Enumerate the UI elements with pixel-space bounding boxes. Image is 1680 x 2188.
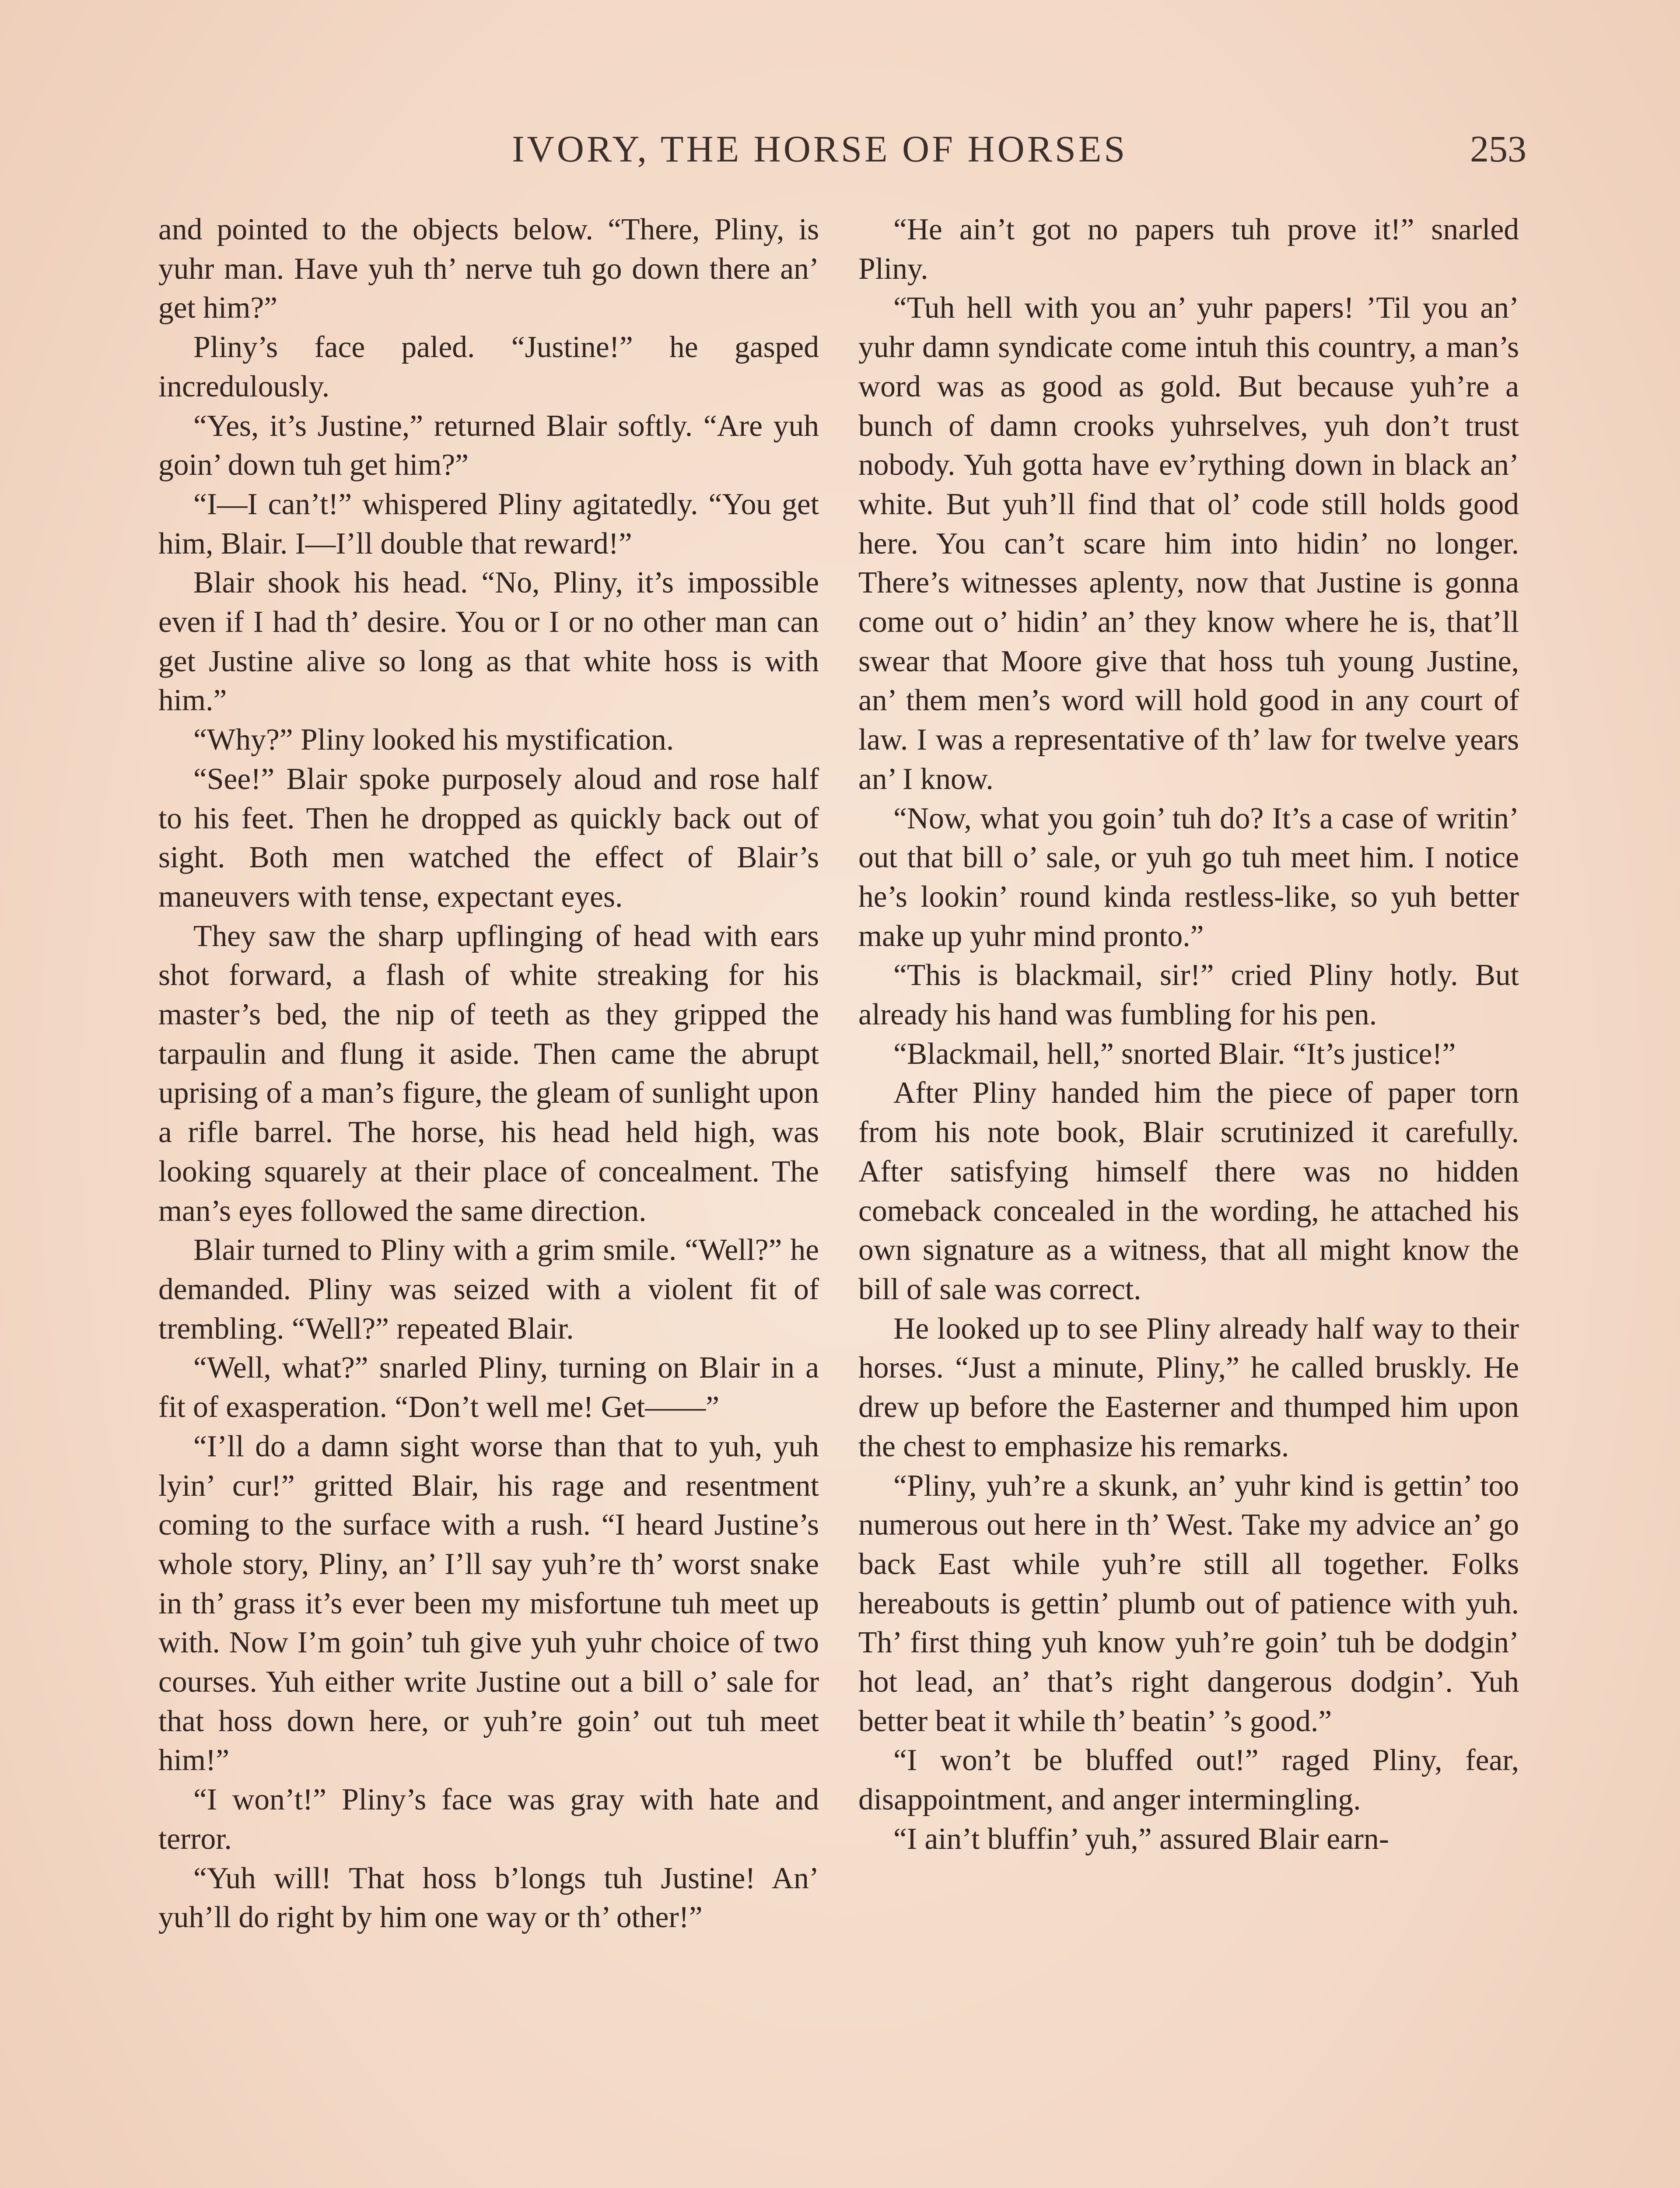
- paragraph: “Tuh hell with you an’ yuhr papers! ’Til you an’ yuhr damn syndicate come intuh this country, a man’s word was as good as gold. But because yuh’re a bunch of damn crooks yuhrselves, yuh don’t trust nobody. Yuh gotta have ev’rything down in black an’ white. But yuh’ll find that ol’ code still holds good here. You can’t scare him into hidin’ no longer. There’s witnesses aplenty, now that Justine is gonna come out o’ hidin’ an’ they know where he is, that’ll swear that Moore give that hoss tuh young Justine, an’ them men’s word will hold good in any court of law. I was a representative of th’ law for twelve years an’ I know.: [858, 291, 1519, 796]
- running-title: IVORY, THE HORSE OF HORSES: [512, 128, 1128, 170]
- paragraph: After Pliny handed him the piece of paper torn from his note book, Blair scrutinized it carefully. After satisfying himself there was no hidden comeback concealed in the wording, he attached his own signature as a witness, that all might know the bill of sale was correct.: [858, 1076, 1519, 1306]
- page-number: 253: [1470, 128, 1526, 170]
- paragraph: “Blackmail, hell,” snorted Blair. “It’s justice!”: [893, 1037, 1456, 1071]
- paragraph: “Why?” Pliny looked his mystification.: [193, 723, 674, 757]
- paragraph: and pointed to the objects below. “There, Pliny, is yuhr man. Have yuh th’ nerve tuh go down there an’ get him?”: [158, 213, 819, 325]
- page-header: [0, 127, 1680, 175]
- paragraph: Blair turned to Pliny with a grim smile. “Well?” he demanded. Pliny was seized with a violent fit of trembling. “Well?” repeated Blair.: [158, 1233, 819, 1346]
- paragraph: “Well, what?” snarled Pliny, turning on Blair in a fit of exasperation. “Don’t well me! Get——”: [158, 1351, 819, 1424]
- left-column: [158, 210, 819, 1937]
- right-column: [858, 210, 1519, 1859]
- paragraph: Blair shook his head. “No, Pliny, it’s impossible even if I had th’ desire. You or I or no other man can get Justine alive so long as that white hoss is with him.”: [158, 566, 819, 718]
- paragraph: “I won’t be bluffed out!” raged Pliny, fear, disappointment, and anger intermingling.: [858, 1743, 1519, 1817]
- paragraph: “This is blackmail, sir!” cried Pliny hotly. But already his hand was fumbling for his pen.: [858, 958, 1519, 1032]
- paragraph: “See!” Blair spoke purposely aloud and rose half to his feet. Then he dropped as quickly back out of sight. Both men watched the effect of Blair’s maneuvers with tense, expectant eyes.: [158, 762, 819, 914]
- paragraph: “He ain’t got no papers tuh prove it!” snarled Pliny.: [858, 213, 1519, 286]
- paragraph: “Pliny, yuh’re a skunk, an’ yuhr kind is gettin’ too numerous out here in th’ West. Take my advice an’ go back East while yuh’re still all together. Folks hereabouts is gettin’ plumb out of patience with yuh. Th’ first thing yuh know yuh’re goin’ tuh be dodgin’ hot lead, an’ that’s right dangerous dodgin’. Yuh better beat it while th’ beatin’ ’s good.”: [858, 1469, 1519, 1738]
- paragraph: “I’ll do a damn sight worse than that to yuh, yuh lyin’ cur!” gritted Blair, his rage and resentment coming to the surface with a rush. “I heard Justine’s whole story, Pliny, an’ I’ll say yuh’re th’ worst snake in th’ grass it’s ever been my misfortune tuh meet up with. Now I’m goin’ tuh give yuh yuhr choice of two courses. Yuh either write Justine out a bill o’ sale for that hoss down here, or yuh’re goin’ out tuh meet him!”: [158, 1429, 819, 1778]
- paragraph: “I—I can’t!” whispered Pliny agitatedly. “You get him, Blair. I—I’ll double that reward!”: [158, 487, 819, 561]
- paragraph: “I won’t!” Pliny’s face was gray with hate and terror.: [158, 1783, 819, 1856]
- paragraph: He looked up to see Pliny already half way to their horses. “Just a minute, Pliny,” he called bruskly. He drew up before the Easterner and thumped him upon the chest to emphasize his remarks.: [858, 1311, 1519, 1463]
- paragraph: They saw the sharp upflinging of head with ears shot forward, a flash of white streaking for his master’s bed, the nip of teeth as they gripped the tarpaulin and flung it aside. Then came the abrupt uprising of a man’s figure, the gleam of sunlight upon a rifle barrel. The horse, his head held high, was looking squarely at their place of concealment. The man’s eyes followed the same direction.: [158, 919, 819, 1228]
- paragraph: “Now, what you goin’ tuh do? It’s a case of writin’ out that bill o’ sale, or yuh go tuh meet him. I notice he’s lookin’ round kinda restless-like, so yuh better make up yuhr mind pronto.”: [858, 801, 1519, 953]
- paragraph: “I ain’t bluffin’ yuh,” assured Blair earn-: [893, 1822, 1389, 1856]
- paragraph: Pliny’s face paled. “Justine!” he gasped incredulously.: [158, 330, 819, 403]
- paragraph: “Yes, it’s Justine,” returned Blair softly. “Are yuh goin’ down tuh get him?”: [158, 409, 819, 482]
- paragraph: “Yuh will! That hoss b’longs tuh Justine! An’ yuh’ll do right by him one way or th’ other!”: [158, 1861, 819, 1935]
